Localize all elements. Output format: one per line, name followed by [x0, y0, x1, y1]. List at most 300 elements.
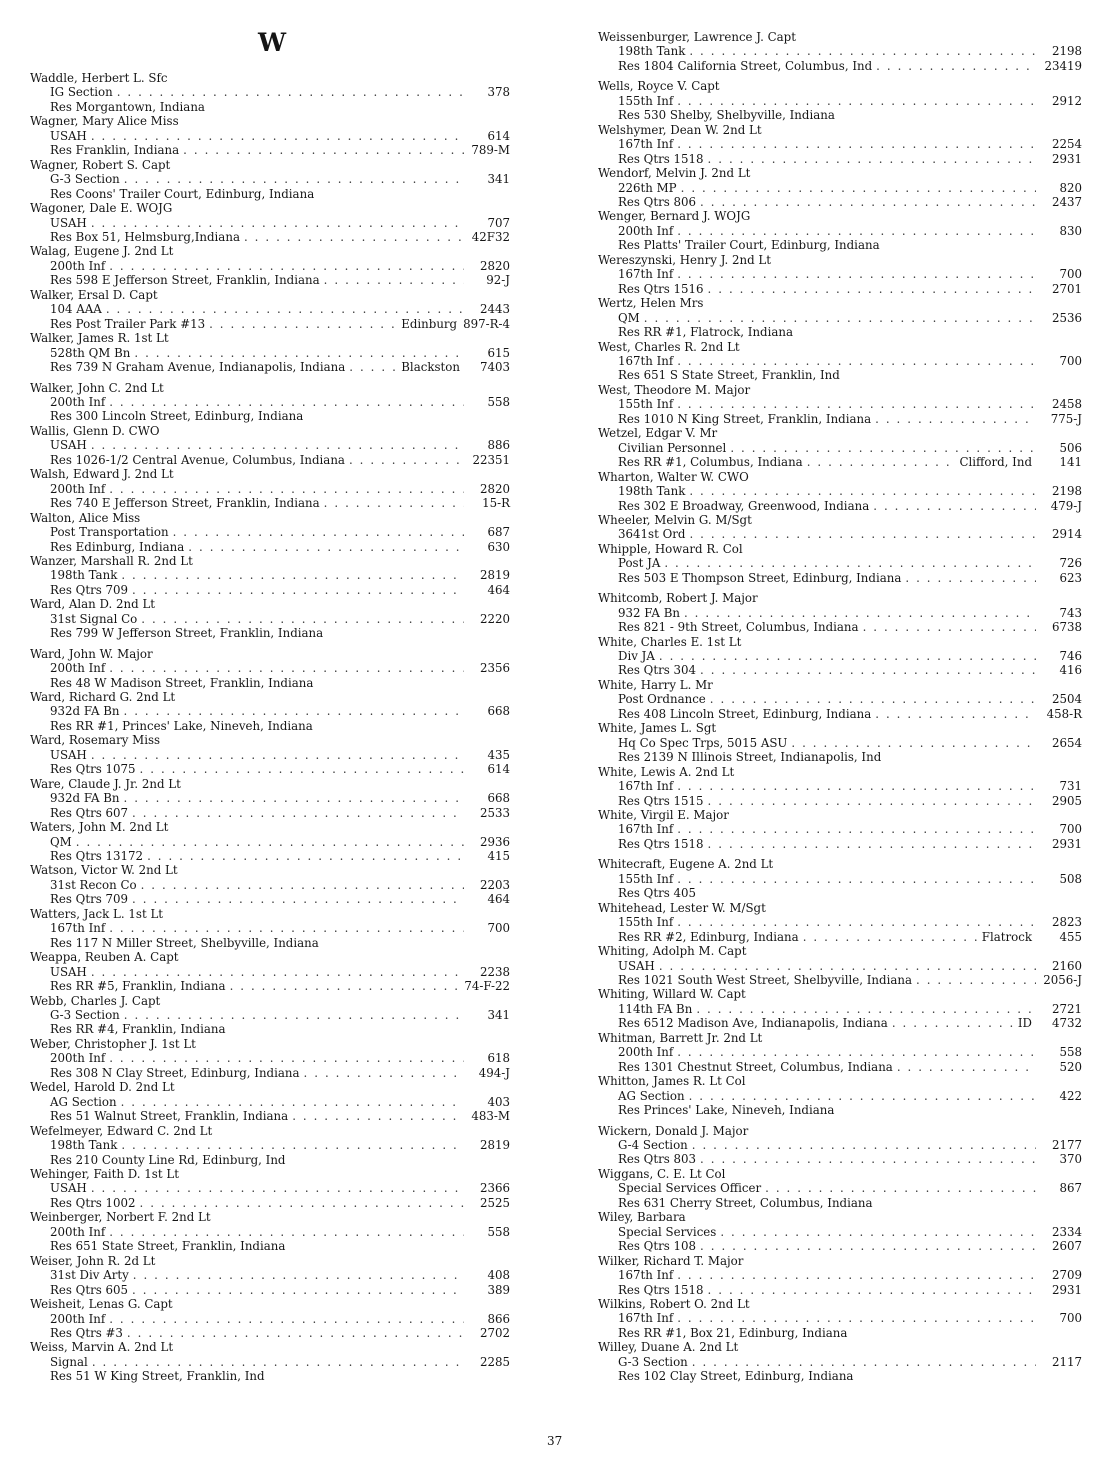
entry-line	[30, 1239, 510, 1253]
entry-line	[598, 455, 1082, 469]
entry-line	[30, 626, 510, 640]
entry-line	[30, 936, 510, 950]
phone-number: 2912	[1051, 93, 1082, 108]
directory-entry	[30, 114, 510, 157]
directory-entry	[30, 288, 510, 331]
entry-name: Willey, Duane A. 2nd Lt	[598, 1340, 739, 1355]
entry-name: Walton, Alice Miss	[30, 510, 141, 525]
entry-name: Welshymer, Dean W. 2nd Lt	[598, 122, 762, 137]
entry-label: Res 1021 South West Street, Shelbyville, Indiana	[618, 973, 913, 987]
phone-number: 743	[1059, 605, 1082, 620]
entry-line	[598, 484, 1082, 498]
entry-line	[30, 1283, 510, 1297]
phone-number: 15-R	[482, 496, 510, 511]
dot-leader	[91, 965, 464, 979]
entry-label: Res 799 W Jefferson Street, Franklin, Indiana	[50, 626, 324, 641]
entry-line	[598, 499, 1082, 513]
entry-label: Res Qtrs 605	[50, 1282, 129, 1297]
dot-leader	[188, 540, 464, 554]
phone-number: 370	[1059, 1152, 1082, 1167]
entry-name: Whitman, Barrett Jr. 2nd Lt	[598, 1030, 763, 1045]
phone-number: 2701	[1051, 281, 1082, 296]
directory-entry	[30, 1254, 510, 1297]
entry-line	[30, 230, 510, 244]
entry-label: Res RR #2, Edinburg, Indiana	[618, 929, 799, 944]
phone-number: 820	[1059, 180, 1082, 195]
entry-line	[30, 1022, 510, 1036]
entry-label: 200th Inf	[50, 394, 106, 409]
entry-line	[598, 779, 1082, 793]
directory-entry	[30, 201, 510, 244]
phone-number: 867	[1059, 1181, 1082, 1196]
dot-leader	[710, 692, 1036, 706]
phone-number: 2504	[1051, 692, 1082, 707]
phone-number: 775-J	[1050, 411, 1082, 426]
dot-leader	[684, 606, 1036, 620]
entry-name: Wagner, Robert S. Capt	[30, 157, 171, 172]
phone-number: 458-R	[1046, 706, 1082, 721]
entry-label: Res 48 W Madison Street, Franklin, Indiana	[50, 675, 314, 690]
phone-number: 464	[487, 892, 510, 907]
entry-name: Weinberger, Norbert F. 2nd Lt	[30, 1210, 211, 1225]
entry-line	[30, 129, 510, 143]
entry-label: Res Qtrs 1518	[618, 151, 704, 166]
entry-line	[598, 794, 1082, 808]
entry-line	[598, 44, 1082, 58]
entry-line	[30, 791, 510, 805]
entry-label: Res Qtrs 1518	[618, 1282, 704, 1297]
entry-line	[598, 692, 1082, 706]
entry-line	[30, 453, 510, 467]
entry-line	[598, 750, 1082, 764]
directory-entry	[30, 1210, 510, 1253]
entry-label: 155th Inf	[618, 871, 674, 886]
phone-number: 2366	[479, 1181, 510, 1196]
entry-label: Special Services	[618, 1224, 717, 1239]
phone-number: 726	[1059, 556, 1082, 571]
entry-label: Signal	[50, 1354, 88, 1369]
dot-leader	[106, 302, 464, 316]
entry-label: Res RR #5, Franklin, Indiana	[50, 979, 226, 994]
phone-number: 464	[487, 582, 510, 597]
dot-leader	[905, 571, 1036, 585]
entry-name: Wells, Royce V. Capt	[598, 79, 720, 94]
entry-line	[30, 1312, 510, 1326]
exchange-name: Blackston	[401, 360, 460, 375]
dot-leader	[677, 1268, 1036, 1282]
entry-label: Res 1010 N King Street, Franklin, Indiana	[618, 411, 872, 426]
entry-name: Wickern, Donald J. Major	[598, 1123, 749, 1138]
phone-number: 2931	[1051, 1282, 1082, 1297]
entry-label: Res 51 W King Street, Franklin, Ind	[50, 1369, 265, 1384]
exchange-name: Flatrock	[981, 929, 1032, 944]
entry-name: Wiggans, C. E. Lt Col	[598, 1166, 726, 1181]
phone-number: 700	[1059, 267, 1082, 282]
entry-label: QM	[618, 310, 640, 325]
phone-number: 6738	[1051, 620, 1082, 635]
entry-name: White, Virgil E. Major	[598, 808, 729, 823]
entry-label: 155th Inf	[618, 397, 674, 412]
entry-line	[598, 886, 1082, 900]
dot-leader	[681, 181, 1036, 195]
entry-label: Res 51 Walnut Street, Franklin, Indiana	[50, 1109, 289, 1124]
dot-leader	[659, 649, 1036, 663]
directory-entry	[30, 381, 510, 424]
entry-label: USAH	[50, 215, 87, 230]
phone-number: 2607	[1051, 1239, 1082, 1254]
phone-number: 415	[487, 849, 510, 864]
phone-number: 2198	[1051, 484, 1082, 499]
dot-leader	[132, 583, 464, 597]
entry-label: Res 821 - 9th Street, Columbus, Indiana	[618, 620, 859, 635]
phone-number: 558	[1059, 1045, 1082, 1060]
directory-entry	[30, 331, 510, 374]
entry-label: Res Box 51, Helmsburg,Indiana	[50, 229, 240, 244]
directory-entry	[598, 635, 1082, 678]
entry-label: Post JA	[618, 556, 661, 571]
dot-leader	[141, 612, 464, 626]
entry-line	[30, 1008, 510, 1022]
directory-entry	[30, 950, 510, 993]
entry-line	[598, 397, 1082, 411]
dot-leader	[677, 915, 1036, 929]
entry-line	[30, 762, 510, 776]
dot-leader	[109, 482, 464, 496]
entry-label: Res 739 N Graham Avenue, Indianapolis, Indiana	[50, 360, 346, 375]
entry-line	[30, 302, 510, 316]
directory-entry	[598, 166, 1082, 209]
entry-label: Res Morgantown, Indiana	[50, 99, 205, 114]
page-number: 37	[547, 1434, 563, 1448]
entry-line	[598, 224, 1082, 238]
phone-number: 141	[1059, 455, 1082, 470]
dot-leader	[708, 282, 1036, 296]
dot-leader	[324, 496, 464, 510]
entry-name: Ward, John W. Major	[30, 646, 153, 661]
exchange-name: Clifford, Ind	[959, 455, 1032, 470]
entry-label: 200th Inf	[50, 481, 106, 496]
entry-line	[598, 311, 1082, 325]
entry-label: 932 FA Bn	[618, 605, 680, 620]
phone-number: 2117	[1051, 1354, 1082, 1369]
entry-label: 200th Inf	[50, 1311, 106, 1326]
dot-leader	[677, 94, 1036, 108]
entry-label: G-3 Section	[50, 1008, 120, 1022]
phone-number: 435	[487, 747, 510, 762]
phone-number: 4732	[1051, 1016, 1082, 1031]
phone-number: 455	[1059, 929, 1082, 944]
entry-label: 198th Tank	[618, 484, 686, 499]
entry-label: Res 210 County Line Rd, Edinburg, Ind	[50, 1152, 286, 1167]
entry-label: G-3 Section	[50, 172, 120, 187]
exchange-name: ID	[1017, 1016, 1032, 1031]
directory-entry	[598, 1124, 1082, 1167]
entry-label: USAH	[618, 958, 655, 973]
phone-number: 2536	[1051, 310, 1082, 325]
entry-line	[598, 822, 1082, 836]
entry-name: Waddle, Herbert L. Sfc	[30, 71, 168, 85]
phone-number: 618	[487, 1051, 510, 1066]
entry-line	[30, 409, 510, 423]
entry-label: 200th Inf	[50, 661, 106, 676]
entry-name: Walker, John C. 2nd Lt	[30, 380, 164, 395]
entry-name: Ward, Richard G. 2nd Lt	[30, 690, 176, 705]
entry-line	[30, 1109, 510, 1123]
entry-label: Res 530 Shelby, Shelbyville, Indiana	[618, 108, 835, 123]
dot-leader	[209, 317, 399, 331]
directory-entry	[598, 1254, 1082, 1297]
entry-line	[30, 216, 510, 230]
entry-name: Whitton, James R. Lt Col	[598, 1074, 746, 1089]
entry-label: 528th QM Bn	[50, 345, 131, 360]
directory-entry	[598, 1167, 1082, 1210]
exchange-name: Edinburg	[401, 316, 458, 331]
phone-number: 520	[1059, 1059, 1082, 1074]
entry-label: Res Qtrs 806	[618, 194, 697, 209]
entry-name: Whitehead, Lester W. M/Sgt	[598, 900, 766, 915]
phone-number: 2533	[479, 805, 510, 820]
entry-line	[598, 108, 1082, 122]
directory-entry	[598, 123, 1082, 166]
phone-number: 700	[1059, 1311, 1082, 1326]
phone-number: 483-M	[471, 1109, 510, 1124]
dot-leader	[124, 1008, 464, 1022]
entry-line	[598, 915, 1082, 929]
dot-leader	[876, 59, 1036, 73]
phone-number: 2823	[1051, 915, 1082, 930]
phone-number: 341	[487, 172, 510, 187]
entry-line	[598, 1225, 1082, 1239]
entry-label: Res 300 Lincoln Street, Edinburg, Indiana	[50, 409, 304, 424]
phone-number: 700	[1059, 822, 1082, 837]
dot-leader	[132, 1283, 464, 1297]
entry-line	[30, 540, 510, 554]
phone-number: 2905	[1051, 793, 1082, 808]
phone-number: 2285	[479, 1354, 510, 1369]
phone-number: 2056-J	[1043, 973, 1082, 987]
entry-line	[598, 620, 1082, 634]
dot-leader	[708, 1283, 1036, 1297]
entry-label: 31st Recon Co	[50, 877, 137, 892]
entry-label: Res Qtrs 607	[50, 805, 129, 820]
entry-name: Wanzer, Marshall R. 2nd Lt	[30, 553, 193, 568]
entry-label: Res Qtrs 1002	[50, 1195, 136, 1210]
dot-leader	[349, 453, 464, 467]
directory-entry	[30, 554, 510, 597]
entry-label: Res Qtrs 709	[50, 582, 129, 597]
entry-line	[30, 719, 510, 733]
entry-label: Res 1804 California Street, Columbus, Ind	[618, 58, 873, 73]
entry-line	[30, 360, 510, 374]
entry-name: Weiss, Marvin A. 2nd Lt	[30, 1340, 174, 1355]
entry-name: Webb, Charles J. Capt	[30, 993, 161, 1008]
entry-label: 155th Inf	[618, 93, 674, 108]
section-letter: W	[258, 28, 287, 57]
directory-entry	[30, 647, 510, 690]
dot-leader	[700, 1239, 1036, 1253]
dot-leader	[664, 556, 1036, 570]
entry-name: Wharton, Walter W. CWO	[598, 469, 749, 484]
entry-name: Walker, James R. 1st Lt	[30, 331, 169, 346]
entry-line	[30, 1268, 510, 1282]
directory-entry	[598, 542, 1082, 585]
dot-leader	[133, 1268, 464, 1282]
entry-label: Res Princes' Lake, Nineveh, Indiana	[618, 1103, 835, 1118]
directory-entry	[598, 1210, 1082, 1253]
entry-line	[30, 496, 510, 510]
directory-entry	[598, 944, 1082, 987]
entry-line	[598, 412, 1082, 426]
entry-line	[598, 571, 1082, 585]
dot-leader	[677, 354, 1036, 368]
dot-leader	[700, 1152, 1036, 1166]
dot-leader	[708, 152, 1036, 166]
directory-entry	[598, 30, 1082, 73]
directory-entry	[598, 253, 1082, 296]
entry-name: Wagoner, Dale E. WOJG	[30, 201, 173, 216]
dot-leader	[109, 395, 464, 409]
entry-label: Res 651 State Street, Franklin, Indiana	[50, 1239, 286, 1254]
directory-entry	[598, 426, 1082, 469]
entry-label: Res Qtrs 405	[618, 886, 697, 901]
entry-label: 167th Inf	[618, 1311, 674, 1326]
phone-number: 2334	[1051, 1224, 1082, 1239]
dot-leader	[708, 837, 1036, 851]
phone-number: 614	[487, 762, 510, 777]
dot-leader	[92, 1355, 464, 1369]
dot-leader	[124, 791, 464, 805]
dot-leader	[244, 230, 464, 244]
entry-label: Res 408 Lincoln Street, Edinburg, Indiana	[618, 706, 872, 721]
entry-label: 31st Div Arty	[50, 1268, 129, 1283]
entry-line	[598, 959, 1082, 973]
entry-name: Walker, Ersal D. Capt	[30, 287, 158, 302]
dot-leader	[183, 143, 464, 157]
entry-line	[30, 1153, 510, 1167]
phone-number: 2458	[1051, 397, 1082, 412]
dot-leader	[677, 397, 1036, 411]
entry-label: Res Qtrs #3	[50, 1325, 123, 1340]
phone-number: 2820	[479, 258, 510, 273]
entry-label: 104 AAA	[50, 302, 102, 317]
entry-line	[30, 661, 510, 675]
entry-name: Whitecraft, Eugene A. 2nd Lt	[598, 857, 774, 872]
phone-number: 341	[487, 1008, 510, 1022]
entry-line	[30, 1196, 510, 1210]
directory-entry	[598, 79, 1082, 122]
entry-line	[598, 707, 1082, 721]
phone-number: 42F32	[471, 229, 510, 244]
directory-entry	[30, 690, 510, 733]
entry-line	[598, 1060, 1082, 1074]
phone-number: 2160	[1051, 958, 1082, 973]
entry-line	[598, 1152, 1082, 1166]
entry-line	[30, 676, 510, 690]
entry-line	[598, 282, 1082, 296]
dot-leader	[109, 921, 464, 935]
dot-leader	[689, 484, 1036, 498]
dot-leader	[124, 172, 464, 186]
entry-label: Res Qtrs 1516	[618, 281, 704, 296]
directory-entry	[30, 820, 510, 863]
directory-entry	[598, 808, 1082, 851]
entry-label: Res 631 Cherry Street, Columbus, Indiana	[618, 1195, 873, 1210]
dot-leader	[791, 736, 1036, 750]
entry-label: USAH	[50, 438, 87, 453]
entry-label: 31st Signal Co	[50, 611, 138, 626]
phone-number: 2936	[479, 834, 510, 849]
entry-name: White, Charles E. 1st Lt	[598, 634, 742, 649]
entry-label: Res RR #4, Franklin, Indiana	[50, 1022, 226, 1037]
entry-name: Wehinger, Faith D. 1st Lt	[30, 1166, 179, 1181]
entry-name: West, Theodore M. Major	[598, 382, 751, 397]
dot-leader	[134, 346, 464, 360]
entry-name: Wefelmeyer, Edward C. 2nd Lt	[30, 1123, 213, 1138]
entry-line	[30, 143, 510, 157]
directory-entry	[30, 1124, 510, 1167]
entry-label: Res 651 S State Street, Franklin, Ind	[618, 368, 840, 383]
entry-label: 200th Inf	[50, 258, 106, 273]
dot-leader	[109, 1051, 464, 1065]
phone-number: 22351	[472, 452, 510, 467]
entry-line	[598, 1045, 1082, 1059]
phone-number: 789-M	[471, 143, 510, 158]
directory-entry	[30, 597, 510, 640]
phone-number: 422	[1059, 1088, 1082, 1103]
dot-leader	[875, 412, 1036, 426]
phone-number: 2820	[479, 481, 510, 496]
entry-name: Wilker, Richard T. Major	[598, 1253, 744, 1268]
phone-number: 2254	[1051, 137, 1082, 152]
entry-name: Ware, Claude J. Jr. 2nd Lt	[30, 776, 181, 791]
directory-column-right	[598, 30, 1082, 1384]
directory-entry	[598, 1074, 1082, 1117]
entry-line	[30, 525, 510, 539]
phone-number: 700	[1059, 353, 1082, 368]
entry-line	[598, 1138, 1082, 1152]
directory-entry	[30, 777, 510, 820]
phone-number: 2914	[1051, 527, 1082, 542]
entry-line	[598, 1311, 1082, 1325]
dot-leader	[230, 979, 463, 993]
entry-name: Weappa, Reuben A. Capt	[30, 950, 179, 965]
entry-line	[30, 1095, 510, 1109]
entry-line	[30, 835, 510, 849]
entry-label: Res Qtrs 1518	[618, 836, 704, 851]
entry-label: 198th Tank	[50, 568, 118, 583]
dot-leader	[689, 44, 1036, 58]
entry-name: Weber, Christopher J. 1st Lt	[30, 1036, 196, 1051]
entry-line	[598, 1103, 1082, 1117]
entry-line	[30, 1326, 510, 1340]
directory-entry	[30, 733, 510, 776]
dot-leader	[292, 1109, 464, 1123]
entry-name: Waters, John M. 2nd Lt	[30, 820, 169, 835]
entry-label: Res 1301 Chestnut Street, Columbus, Indiana	[618, 1059, 893, 1074]
dot-leader	[659, 959, 1036, 973]
entry-name: Whiting, Willard W. Capt	[598, 987, 746, 1002]
entry-label: USAH	[50, 128, 87, 143]
phone-number: 92-J	[486, 273, 510, 288]
entry-name: Ward, Alan D. 2nd Lt	[30, 597, 156, 612]
entry-line	[30, 438, 510, 452]
entry-label: QM	[50, 834, 72, 849]
entry-label: Res Edinburg, Indiana	[50, 539, 185, 554]
entry-label: Res RR #1, Box 21, Edinburg, Indiana	[618, 1325, 848, 1340]
entry-label: Post Ordnance	[618, 692, 706, 707]
entry-label: 167th Inf	[618, 822, 674, 837]
entry-label: 226th MP	[618, 180, 677, 195]
